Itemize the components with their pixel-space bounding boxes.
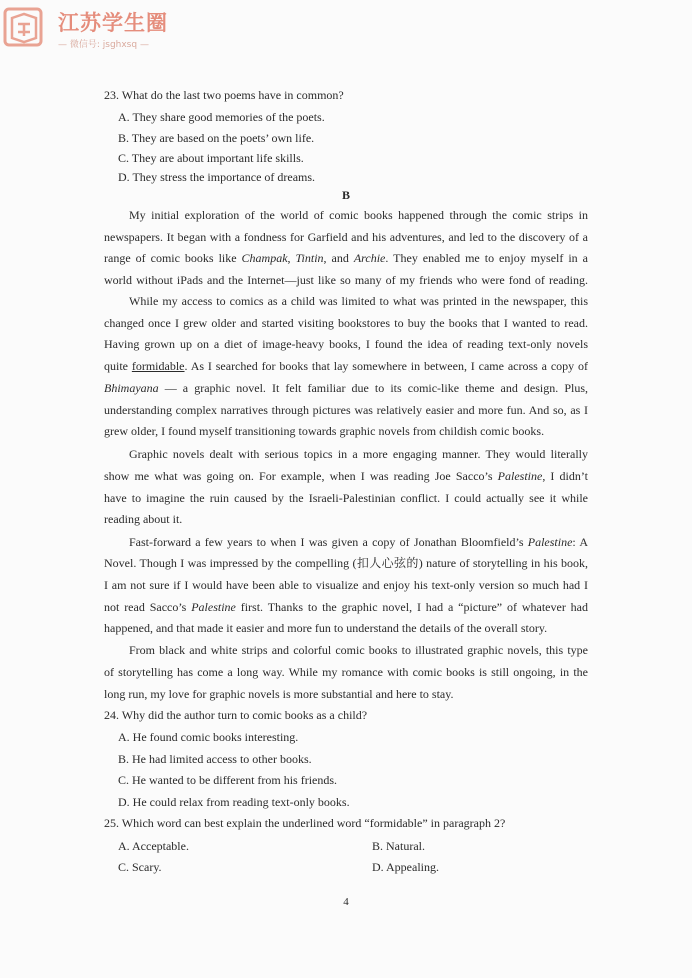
p3-line-3: have to imagine the ruin caused by the Israeli-Palestinian conflict. I could actually see it while	[104, 491, 588, 505]
page-number: 4	[343, 896, 349, 908]
p4-line-1: Fast-forward a few years to when I was given a copy of Jonathan Bloomfield’s Palestine: A	[129, 535, 588, 549]
section-label: B	[341, 188, 350, 202]
title-tintin: Tintin	[295, 251, 324, 265]
p3-line-1: Graphic novels dealt with serious topics in a more engaging manner. They would literally	[129, 447, 588, 461]
title-bhimayana: Bhimayana	[104, 381, 159, 395]
p5-line-1: From black and white strips and colorful comic books to illustrated graphic novels, this type	[129, 643, 588, 657]
p2-line-4: quite formidable. As I searched for books that lay somewhere in between, I came across a copy of	[104, 359, 589, 373]
title-archie: Archie	[353, 251, 386, 265]
underlined-word-formidable: formidable	[131, 359, 185, 373]
q23-option-b: B. They are based on the poets’ own life.	[118, 131, 315, 145]
q24-option-c: C. He wanted to be different from his friends.	[118, 773, 338, 787]
watermark-title: 江苏学生圈	[58, 11, 168, 35]
q23-option-d: D. They stress the importance of dreams.	[118, 170, 316, 184]
p2-line-3: Having grown up on a diet of image-heavy books, I found the idea of reading text-only novels	[104, 337, 588, 351]
p4-line-5: happened, and that made it easier and more fun to understand the details of the overall story.	[104, 621, 548, 635]
p4-line-3: I am not sure if I would have been able to visualize and enjoy his text-only version so much had I	[104, 578, 588, 592]
p4-line-2: Novel. Though I was impressed by the compelling (扣人心弦的) nature of storytelling in his book,	[104, 556, 588, 570]
watermark-subtitle: — 微信号: jsghxsq —	[58, 40, 149, 50]
title-palestine: Palestine	[191, 600, 236, 614]
p2-line-5: Bhimayana — a graphic novel. It felt familiar due to its comic-like theme and design. Plus,	[104, 381, 588, 395]
p2-line-7: grew older, I found myself transitioning towards graphic novels from childish comic books.	[104, 424, 545, 438]
logo-icon	[2, 6, 46, 50]
title-champak: Champak	[241, 251, 288, 265]
p2-line-1: While my access to comics as a child was limited to what was printed in the newspaper, this	[129, 294, 588, 308]
q25-option-c: C. Scary.	[118, 860, 162, 874]
p1-line-1: My initial exploration of the world of comic books happened through the comic strips in	[129, 208, 588, 222]
p3-line-4: reading about it.	[104, 512, 183, 526]
q25-option-d: D. Appealing.	[372, 860, 439, 874]
p1-line-4: world without iPads and the Internet—just like so many of my friends who were fond of reading.	[104, 273, 588, 287]
q24-option-b: B. He had limited access to other books.	[118, 752, 312, 766]
p5-line-3: long run, my love for graphic novels is more substantial and here to stay.	[104, 687, 454, 701]
p5-line-2: of storytelling has come a long way. While my romance with comic books is still ongoing, in the	[104, 665, 588, 679]
p3-line-2: show me what was going on. For example, when I was reading Joe Sacco’s Palestine, I didn’t	[104, 469, 589, 483]
q23-option-a: A. They share good memories of the poets.	[118, 110, 325, 124]
p2-line-6: understanding complex narratives through pictures was relatively easier and more fun. And so, as I	[104, 403, 588, 417]
watermark-logo	[0, 0, 200, 56]
title-palestine: Palestine	[497, 469, 543, 483]
q23-option-c: C. They are about important life skills.	[118, 151, 304, 165]
q24-option-a: A. He found comic books interesting.	[118, 730, 299, 744]
p1-line-3: range of comic books like Champak, Tintin, and Archie. They enabled me to enjoy myself in a	[104, 251, 588, 265]
q25-question: 25. Which word can best explain the underlined word “formidable” in paragraph 2?	[104, 816, 506, 830]
p4-line-4: not read Sacco’s Palestine first. Thanks to the graphic novel, I had a “picture” of whatever had	[104, 600, 588, 614]
p2-line-2: changed once I grew older and started visiting bookstores to buy the books that I wanted to read.	[104, 316, 588, 330]
q24-option-d: D. He could relax from reading text-only books.	[118, 795, 350, 809]
p1-line-2: newspapers. It began with a fondness for Garfield and his adventures, and led to the discovery of a	[104, 230, 588, 244]
q25-option-b: B. Natural.	[372, 839, 425, 853]
title-palestine: Palestine	[527, 535, 573, 549]
q24-question: 24. Why did the author turn to comic books as a child?	[104, 708, 368, 722]
q25-option-a: A. Acceptable.	[118, 839, 189, 853]
q23-question: 23. What do the last two poems have in common?	[104, 88, 344, 102]
